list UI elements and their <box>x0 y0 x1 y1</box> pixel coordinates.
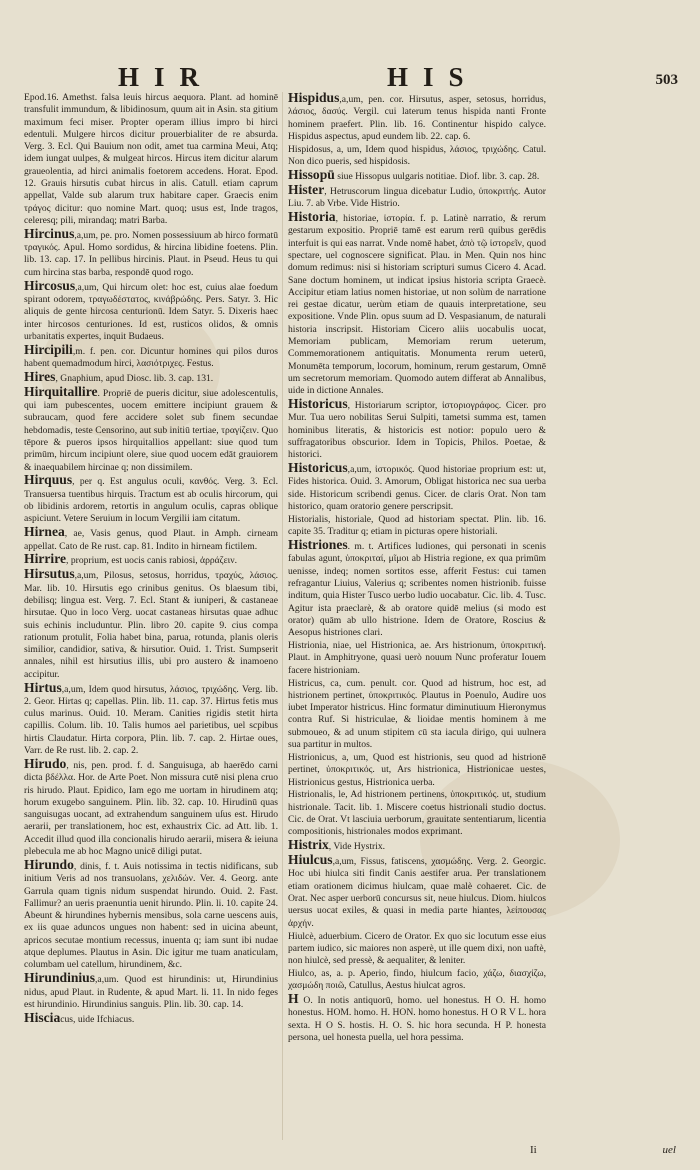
right-guide-word: HIS <box>387 62 479 92</box>
dictionary-entry <box>288 462 546 513</box>
entry-text: Histrionalis, le, Ad histrionem pertinens, ὑποκριτικός. ut, studium histrionale. Tacit. lib. 1. Miscere coetus histrionali studio doctus. Cic. de Orat. Vt lasciuia uerborum, grauitate sententiarum, licentia compositionis, histrionales modos exprimant. <box>288 789 546 838</box>
entry-text: , Gnaphium, apud Diosc. lib. 3. cap. 131. <box>55 372 214 384</box>
entry-text: ,a,um, Pilosus, setosus, horridus, τραχύς, λάσιος. Mar. lib. 10. Hirsutis ego crinibus genitus. Os blaesum tibi, debilisq; lingua est. Verg. 7. Ecl. Stant & iuniperi, & castaneae hirsutae. Quo in loco Verg. uocat castaneas hirsutas quae adhuc suis echinis includuntur. Plin. libro 20. capite 9. cius compa rationum protulit, Folia habet bina, parua, rotunda, planis oleris similior, candidior, sativa, & hirsutior. Ouid. 1. Trist. Sumpserit annales, nihil est hirsutius illis, ubi pro austero & inamoeno accipitur. <box>24 570 278 680</box>
dictionary-entry <box>24 225 278 279</box>
entry-text: , ae, Vasis genus, quod Plaut. in Amph. cirneam appellat. Cato de Re rust. cap. 81. Indito in hirneam fictilem. <box>24 528 278 552</box>
catchword: uel <box>662 1144 676 1156</box>
running-header <box>0 62 700 96</box>
entry-headword: H <box>288 991 299 1007</box>
dictionary-entry <box>288 640 546 677</box>
dictionary-entry <box>24 679 278 758</box>
dictionary-entry <box>24 972 278 1011</box>
entry-headword: Historia <box>288 209 336 225</box>
dictionary-entry <box>288 854 546 930</box>
dictionary-entry <box>288 931 546 968</box>
entry-headword: Hirnea <box>24 524 65 540</box>
entry-text: Histricus, ca, cum. penult. cor. Quod ad histrum, hoc est, ad histrionem pertinet, ὑποκριτικός. Plautus in Poenulo, Audire uos iubet Imperator histricus. Hinc formatur diminutiuum Hieronymus contra Ruf. Si histriculae, & lioidae mentis hominem à me submoueo, & ad unum stipitem cū sta iacula dirigo, qui uulnera sua partitur in multos. <box>288 677 546 751</box>
dictionary-entry <box>24 568 278 681</box>
entry-text: . m. t. Artifices ludiones, qui personati in scenis fabulas agunt, ὑποκριταί, μῖμοι ab Histria regione, ex qua primūm uenisse, indeq; nomen sortitos esse, afferit Festus: cui tamen refragantur Liuius, Valerius q; scribentes nomen histrionib. fuisse inditum, quia Hister Tusco uerbo ludio uocabatur. Cic. lib. 4. Tusc. Agitur ista praeclarè, & ab oratore quidē melius (si modo est orator) quām ab ullo histrione. Idem de Oratore, Roscius & Aesopus histriones clari. <box>288 541 546 639</box>
dictionary-entry <box>24 755 278 858</box>
entry-headword: Hister <box>288 181 325 197</box>
dictionary-entry <box>24 277 278 343</box>
entry-headword: Hires <box>24 368 56 384</box>
entry-text: , per q. Est angulus oculi, κανθός. Verg. 3. Ecl. Transuersa tuentibus hirquis. Tractum est ab oculis hircorum, qui ob libidinis ardorem, retortis in angulum oculis, capras oblique aspiciunt. Vetere Seruium in locum Vergilii iam citatum. <box>24 476 278 525</box>
entry-headword: Hirquus <box>24 472 73 488</box>
entry-headword: Historicus <box>288 396 348 412</box>
dictionary-entry <box>288 752 546 789</box>
entry-text: , Vide Hystrix. <box>328 841 386 853</box>
entry-text: Hiulco, as, a. p. Aperio, findo, hiulcum facio, χάζω, διασχίζω, χασμώδη ποιῶ, Catullus, Aestus hiulcat agros. <box>288 967 546 992</box>
entry-text: ,a,um, pe. pro. Nomen possessiuum ab hirco formatū τραγικός. Apul. Homo sordidus, & hircina libidine foetens. Plin. lib. 13. cap. 17. In pellibus hircinis. Plaut. in Pseud. Heus tu qui cum hircina stas barba, respondē quod rogo. <box>24 229 278 278</box>
entry-headword: Hirundo <box>24 856 74 872</box>
entry-text: cus, uide Ifchiacus. <box>60 1013 135 1025</box>
entry-text: ,a,um, pen. cor. Hirsutus, asper, setosus, horridus, λάσιος, δασύς. Vergil. cui laterum tenus hispida nanti Fronte hominem praefert. Plin. lib. 16. Continentur hispido calyce. Hispidus aspectus, apud eundem lib. 22. cap. 6. <box>288 94 546 142</box>
dictionary-entry <box>288 211 546 397</box>
dictionary-entry <box>288 181 546 211</box>
entry-text: , nis, pen. prod. f. d. Sanguisuga, ab haerēdo carni dicta βδέλλα. Hor. de Arte Poet. Non missura cutē nisi plena cruo ris hirudo. Plaut. Epidico, Iam ego me uortam in hirudinem atq; horum exugebo sanguinem. Plin. lib. 32. cap. 10. Hirudinū quas sanguisugas uocant, ad extrahendum sanguinem uſus est. Hirudo aerarii, per translationem, hoc est, exhaustrix Cic. ad Att. lib. 1. Accedit illud quod illa concionalis hirudo aerarii, misera & ieiuna plebecula me ab hoc Magno unicē diligi putat. <box>24 759 278 858</box>
dictionary-entry <box>24 341 278 371</box>
entry-text: ,a,um, Qui hircum olet: hoc est, cuius alae foedum spirant odorem, τραγωδέστατος, κινάβρώδης. Pers. Satyr. 3. Hic aliquis de gente hircosa centurionū. Idem Satyr. 5. Dixeris haec inter hircosos centuriones. Id est, rusticos olidos, & omnis urbanitatis expertes, inquit Budaeus. <box>24 281 278 342</box>
dictionary-entry <box>24 474 278 525</box>
dictionary-entry <box>24 1009 278 1026</box>
entry-text: ,a,um, Idem quod hirsutus, λάσιος, τριχώδης. Verg. lib. 2. Geor. Hirtas q; capellas. Plin. lib. 11. cap. 37. Hirtus fetis mus culus marinus. Ouid. 10. Meram. Canities rigidis stetit hirta capillis. Colum. lib. 10. Talis humos ael parietibus, uel scpibus hirtis Claudatur. Hirta corpora, Plin. lib. 7. cap. 2. Hirtae oues, Varr. de Re rust. lib. 2. cap. 2. <box>24 683 278 757</box>
entry-text: , Historiarum scriptor, ἱστοριογράφος. Cicer. pro Mur. Tua uero nobilitas Serui Sulpiti, tametsi summa est, tamen hominibus literatis, & historicis est notior: populo uero & suffragatoribus obscurior. Idem in Topicis, Philos. Poetae, & historici. <box>288 400 546 461</box>
dictionary-entry <box>24 856 278 972</box>
entry-text: , Hetruscorum lingua dicebatur Ludio, ὑποκριτής. Autor Liu. 7. ab Vrbe. Vide Histrio. <box>288 185 546 210</box>
dictionary-entry <box>24 92 278 227</box>
dictionary-entry <box>288 398 546 461</box>
entry-headword: Histriones <box>288 537 348 553</box>
dictionary-entry <box>288 678 546 752</box>
entry-text: Histrionia, niae, uel Histrionica, ae. Ars histrionum, ὑποκριτική. Plaut. in Amphitryone, quasi uerò nouum Nunc proferatur Iouem facere histrioniam. <box>288 640 546 676</box>
entry-text: ,m. f. pen. cor. Dicuntur homines qui pilos duros habent quemadmodum hirci, λασιότριχες. Festus. <box>24 345 278 370</box>
dictionary-entry <box>24 383 278 474</box>
entry-headword: Hircosus <box>24 277 76 293</box>
entry-headword: Hircinus <box>24 225 75 241</box>
entry-headword: Hircipili <box>24 341 73 357</box>
entry-headword: Histrix <box>288 837 329 853</box>
entry-headword: Hiscia <box>24 1009 61 1025</box>
page-number: 503 <box>655 72 678 88</box>
entry-text: O. In notis antiquorū, homo. uel honestus. H O. H. homo honestus. HOM. homo. H. HON. homo honestus. H O R V L. hora sexta. H O S. hostis. H. O. S. hic hora secunda. H P. honesta persona, uel honesta puella, uel hora pessima. <box>288 995 546 1044</box>
dictionary-entry <box>288 789 546 838</box>
dictionary-entry <box>288 144 546 169</box>
column-gutter <box>282 92 283 1140</box>
entry-text: , proprium, est uocis canis rabiosi, ἀρράζειν. <box>66 555 237 567</box>
signature-mark: Ii <box>530 1144 537 1156</box>
entry-headword: Hirrire <box>24 551 67 567</box>
entry-text: . Propriē de pueris dicitur, siue adolescentulis, qui iam pubescentes, uocem emittere incipiunt grauem & subraucam, quod fere accidere solet sub finem secundae hebdomadis, teste Censorino, aut sub initiū tertiae, τραγίζειν. Quo tēpore & pueros ipsos hirquitallios appellant: siue quod tum primūm, hircum incipiunt olere, siue quod uocem edāt grauiorem & inaequabilem hircinae q; non dissimilem. <box>24 387 278 473</box>
entry-headword: Hispidus <box>288 92 340 105</box>
entry-text: siue Hissopus uulgaris notitiae. Diof. libr. 3. cap. 28. <box>334 170 540 182</box>
dictionary-entry <box>288 514 546 539</box>
left-guide-word: HIR <box>118 62 215 92</box>
entry-text: , historiae, ἱστορία. f. p. Latinè narratio, & rerum gestarum expositio. Propriē tamē est earum rerū quibus gerēdis interfuit is qui eas narrat. Vnde nomē habet, ἀπὸ τῷ ἱστορεῖν, quod spectare, uel cognoscere significat. Plau. in Men. Quin nos hinc domum redimus: nisi si historiam scripturi sumus Cicero 4. Acad. Sane doctum hominem, ut indicat ipsius historia scripta Graecè. Accipitur etiam latius nomen historiae, ut non solùm de narratione rei gestae dicatur, uerùm etiam de quauis interpretatione, seu expositione. Vnde Plin. opus suum ad D. Vespasianum, de naturali historia inscripsit. Historiam Cicero aliis uocabulis uocat, Memoriam publicam, Memoriam rerum ueterum, Commemorationem antiquitatis. Monumenta rerum ueterū, Monumēta temporum, locorum, hominum, rerum gestarum, Omnē um secretorum memoriam. Quomodo autem differat ab Annalibus, uide in dictione Annales. <box>288 213 546 397</box>
dictionary-entry <box>24 526 278 553</box>
dictionary-entry <box>288 166 546 183</box>
dictionary-entry <box>288 993 546 1044</box>
entry-headword: Hirsutus <box>24 566 75 582</box>
dictionary-entry <box>288 92 546 143</box>
entry-headword: Hirundinius <box>24 970 96 986</box>
entry-text: Epod.16. Amethst. falsa leuis hircus aequora. Plant. ad hominē transfulit immundum, & libidinosum, quum ait in Asin. sta gitium maximum feci miser. Propter operam illius impro bi hirci edentuli. Mulgere hircos dicitur prouerbialiter de re absurda. Verg. 3. Ecl. Qui Bauium non odit, amet tua carmina Meui, Atq; idem iungat uulpes, & mulgeat hircos. Hircus item dicitur alarum graueolentia, ad hirci animalis foetorem accedens. Horat. Epod. 12. Grauis hirsutis cubat hircus in alis. Catull. etiam caprum appellat, Valde sub alarum trux habitare caper. Graecis enim τράγος dicitur: quo nomine Mart. quoq; usus est, Inde tragos, celeresq; pili, mirandaq; matri Barba. <box>24 92 278 226</box>
entry-text: Histrionicus, a, um, Quod est histrionis, seu quod ad histrionē pertinet, ὑποκριτικός. ut, Ars histrionica, Histrionicae uestes, Histrionicus gestus, Histrionica uerba. <box>288 751 546 788</box>
right-column <box>288 92 546 1146</box>
entry-headword: Hirtus <box>24 679 62 695</box>
left-column <box>24 92 278 1146</box>
entry-text: ,a,um. Quod est hirundinis: ut, Hirundinius nidus, apud Plaut. in Rudente, & apud Mart. li. 11. In nido feges est hirundinio. Hirundinius sanguis. Plin. lib. 30. cap. 14. <box>24 974 278 1010</box>
entry-headword: Hirquitallire <box>24 383 98 399</box>
entry-text: ,a,um, ἱστορικός. Quod historiae proprium est: ut, Fides historica. Ouid. 3. Amorum, Obligat historica nec sua uerba side. Historicum scribendi genus. Cicer. de claris Orat. Non tam historico, quam oratorio genere perscripsit. <box>288 464 546 513</box>
dictionary-entry <box>288 968 546 993</box>
entry-text: Historialis, historiale, Quod ad historiam spectat. Plin. lib. 16. capite 35. Traditur q; etiam in picturas opere historiali. <box>288 513 546 538</box>
entry-text: ,a,um, Fissus, fatiscens, χασμώδης. Verg. 2. Georgic. Hoc ubi hiulca siti findit Canis aestifer arua. Per translationem etiam orationem dicimus hiulcam, quae malè cohaeret. Cic. de Orat. Nec asper uerborū concursus sit, neue hiulcus. Diom. hiulcos uersus uocat exiles, & quasi in media parte hiantes, λείπουσας ἀρχήν. <box>288 856 546 929</box>
entry-text: Hispidosus, a, um, Idem quod hispidus, λάσιος, τριχώδης. Catul. Non dico pueris, sed hispidosis. <box>288 143 546 168</box>
entry-headword: Historicus <box>288 460 348 476</box>
entry-text: , dinis, f. t. Auis notissima in tectis nidificans, sub initium Veris ad nos transuolans, χελιδών. Ver. 4. Georg. ante Garrula quam tignis nidum suspendat hirundo. Ouid. 2. Fast. Fallimur? an ueris praenuntia uenit hirundo. Plin. li. 10. capite 24. Abeunt & hirundines hybernis mensibus, sola carne uescens auis, ex iis quae aduncos ungues non habent: sed in uicina abeunt, apricos secutae montium recessus, inuenta q; iam sunt ibi nudae atque deplumes. Plautus in Asin. Dic igitur me tuam anaticulam, columbam uel catellum, hirundinem, &c. <box>24 860 278 971</box>
entry-text: Hiulcè, aduerbium. Cicero de Orator. Ex quo sic locutum esse eius partem iudico, sic maiores non asperè, ut ille quem dixi, non uaftè, non hiulcè, sed pressè, & aequaliter, & leniter. <box>288 930 546 967</box>
entry-headword: Hissopū <box>288 166 335 182</box>
entry-headword: Hirudo <box>24 755 67 771</box>
entry-headword: Hiulcus <box>288 852 333 868</box>
dictionary-entry <box>288 539 546 639</box>
